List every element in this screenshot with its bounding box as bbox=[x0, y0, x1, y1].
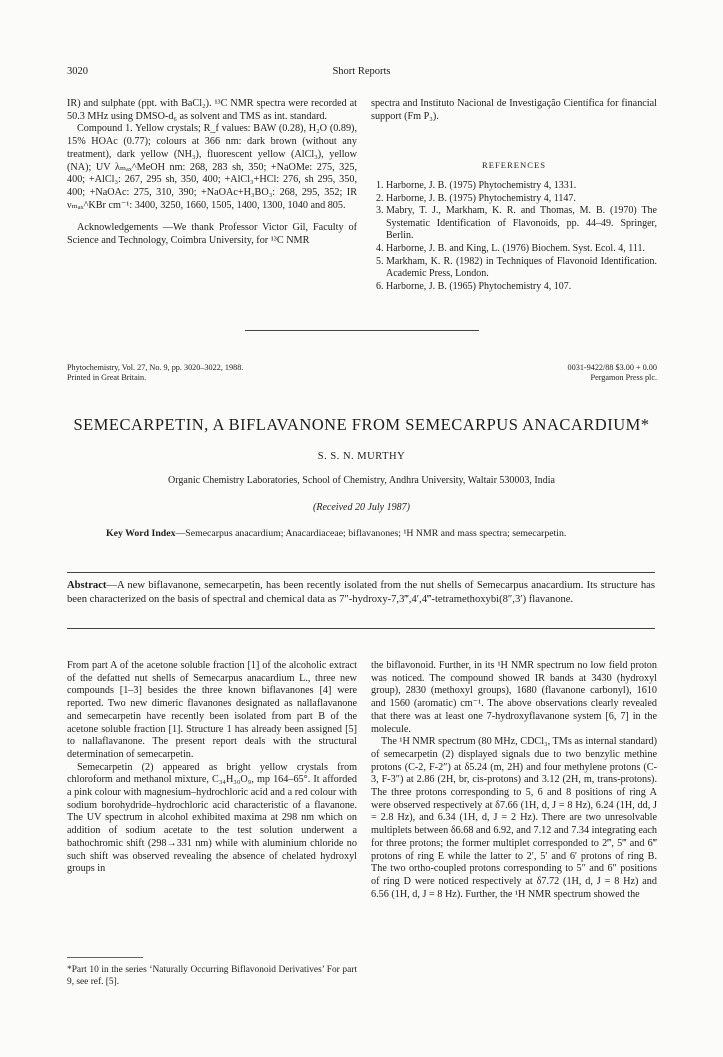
page-number: 3020 bbox=[67, 66, 88, 77]
reference-item: 3. Mabry, T. J., Markham, K. R. and Thomas, M. B. (1970) The Systematic Identification of Flavonoids, pp. 44–49. Springer, Berlin. bbox=[386, 205, 657, 243]
abstract-top-rule bbox=[67, 572, 655, 573]
affiliation: Organic Chemistry Laboratories, School of Chemistry, Andhra University, Waltair 530003, India bbox=[168, 475, 555, 486]
reference-item: 2. Harborne, J. B. (1975) Phytochemistry 4, 1147. bbox=[386, 193, 657, 206]
prev-paragraph: Compound 1. Yellow crystals; R_f values: BAW (0.28), H₂O (0.89), 15% HOAc (0.77); colours at 366 nm: dark brown (without any treatment), dark yellow (NH₃), fluorescent yellow (AlCl₃), yellow (NA); UV λₘₐₓ^MeOH nm: 268, 283 sh, 350; +NaOMe: 275, 325, 400; +AlCl₃: 267, 295 sh, 350, 400; +AlCl₃+HCl: 276, sh 295, 350, 400; +NaOAc: 275, 310, 390; +NaOAc+H₃BO₃: 268, 295, 352; IR νₘₐₓ^KBr cm⁻¹: 3400, 3250, 1660, 1505, 1400, 1300, 1040 and 805. bbox=[67, 123, 357, 211]
references-list bbox=[371, 180, 657, 293]
footnote-rule bbox=[67, 957, 143, 958]
journal-info-right bbox=[568, 363, 657, 383]
journal-info-left bbox=[67, 363, 243, 383]
body-paragraph: From part A of the acetone soluble fraction [1] of the alcoholic extract of the defatted nut shells of Semecarpus anacardium L., three new compounds [1–3] besides the three known biflavanones [4] were reported. Two new dimeric flavanones designated as nallaflavanone and semecarpetin have recently been isolated from part B of the acetone soluble fraction [1]. Structure 1 has already been assigned [5] to nallaflavanone. The present report deals with the structural determination of semecarpetin. bbox=[67, 660, 357, 760]
keyword-index bbox=[106, 527, 621, 540]
prev-paragraph: IR) and sulphate (ppt. with BaCl₂). ¹³C NMR spectra were recorded at 50.3 MHz using DMSO-d₆ as solvent and TMS as int. standard. bbox=[67, 98, 357, 122]
body-paragraph: The ¹H NMR spectrum (80 MHz, CDCl₃, TMs as internal standard) of semecarpetin (2) displayed signals due to two benzylic methine protons (C-2, F-2″) at δ5.24 (m, 2H) and four methylene protons (C-3, F-3″) at 2.86 (2H, br, cis-protons) and 3.12 (2H, m, trans-protons). The three protons corresponding to 5, 6 and 8 positions of ring A were observed respectively at δ7.66 (1H, d, J = 8 Hz), 6.24 (1H, dd, J = 2.8 Hz), and 6.34 (1H, d, J = 2 Hz). There are two unresolvable multiplets between δ6.68 and 6.92, and 7.12 and 7.34 integrating each for three protons; the former multiplet corresponded to 2‴, 5‴ and 6‴ protons of ring E while the latter to 2′, 5′ and 6′ protons of ring B. The two ortho-coupled protons corresponding to 5″ and 6″ positions of ring D were noticed respectively at δ7.72 (1H, d, J = 8 Hz) and 6.56 (1H, d, J = 8 Hz). Further, the ¹H NMR spectrum showed the bbox=[371, 736, 657, 900]
prev-article-right-column bbox=[371, 98, 657, 293]
body-paragraph: the biflavonoid. Further, in its ¹H NMR spectrum no low field proton was noticed. The compound showed IR bands at 3430 (hydroxyl group), 2830 (methoxyl groups), 1680 (flavanone carbonyl), 1610 and 1560 (aromatic) cm⁻¹. The above observations clearly revealed that there was at least one 7-hydroxyflavanone system [6, 7] in the molecule. bbox=[371, 660, 657, 735]
received-date: (Received 20 July 1987) bbox=[313, 502, 410, 513]
keywords-label: Key Word Index bbox=[106, 528, 176, 539]
footnote: *Part 10 in the series ‘Naturally Occurring Biflavonoid Derivatives’ For part 9, see ref. [5]. bbox=[67, 965, 357, 987]
price-code: 0031‑9422/88 $3.00 + 0.00 bbox=[567, 363, 657, 372]
reference-item: 5. Markham, K. R. (1982) in Techniques of Flavonoid Identification. Academic Press, London. bbox=[386, 256, 657, 281]
abstract bbox=[67, 579, 655, 606]
article-title: SEMECARPETIN, A BIFLAVANONE FROM SEMECARPUS ANACARDIUM* bbox=[73, 415, 650, 434]
prev-paragraph: spectra and Instituto Nacional de Investigação Científica for financial support (Fm P₃). bbox=[371, 98, 657, 122]
body-right-column bbox=[371, 660, 657, 901]
references-heading: REFERENCES bbox=[482, 160, 546, 171]
journal-citation: Phytochemistry, Vol. 27, No. 9, pp. 3020–3022, 1988. bbox=[67, 363, 244, 372]
author-name: S. S. N. MURTHY bbox=[317, 451, 406, 462]
acknowledgements-paragraph: Acknowledgements —We thank Professor Victor Gil, Faculty of Science and Technology, Coimbra University, for ¹³C NMR bbox=[67, 222, 357, 247]
reference-item: 1. Harborne, J. B. (1975) Phytochemistry 4, 1331. bbox=[386, 180, 657, 193]
abstract-text: —A new biflavanone, semecarpetin, has been recently isolated from the nut shells of Semecarpus anacardium. Its structure has been characterized on the basis of spectral and chemical data as 7″-hydroxy-7,3‴,4′,4‴-tetramethoxybi(8″,3′) flavanone. bbox=[67, 580, 655, 605]
body-left-column bbox=[67, 660, 357, 876]
body-paragraph: Semecarpetin (2) appeared as bright yellow crystals from chloroform and methanol mixture, C₃₄H₃₀O₉, mp 164–65°. It afforded a pink colour with magnesium–hydrochloric acid and a red colour with sodium borohydride–hydrochloric acid characteristic of a flavanone. The UV spectrum in alcohol exhibited maxima at 298 nm which on addition of sodium acetate to the test solution underwent a bathochromic shift (298→331 nm) while with aluminium chloride no such shift was observed revealing the absence of chelated hydroxyl groups in bbox=[67, 761, 357, 875]
printed-in: Printed in Great Britain. bbox=[67, 373, 147, 382]
keywords-text: —Semecarpus anacardium; Anacardiaceae; biflavanones; ¹H NMR and mass spectra; semecarpetin. bbox=[175, 528, 567, 539]
reference-item: 6. Harborne, J. B. (1965) Phytochemistry 4, 107. bbox=[386, 281, 657, 294]
abstract-bottom-rule bbox=[67, 628, 655, 629]
article-separator bbox=[245, 330, 479, 331]
reference-item: 4. Harborne, J. B. and King, L. (1976) Biochem. Syst. Ecol. 4, 111. bbox=[386, 243, 657, 256]
publisher: Pergamon Press plc. bbox=[590, 373, 657, 382]
abstract-label: Abstract bbox=[67, 580, 107, 591]
running-title: Short Reports bbox=[332, 66, 391, 77]
prev-article-left-column bbox=[67, 98, 357, 248]
